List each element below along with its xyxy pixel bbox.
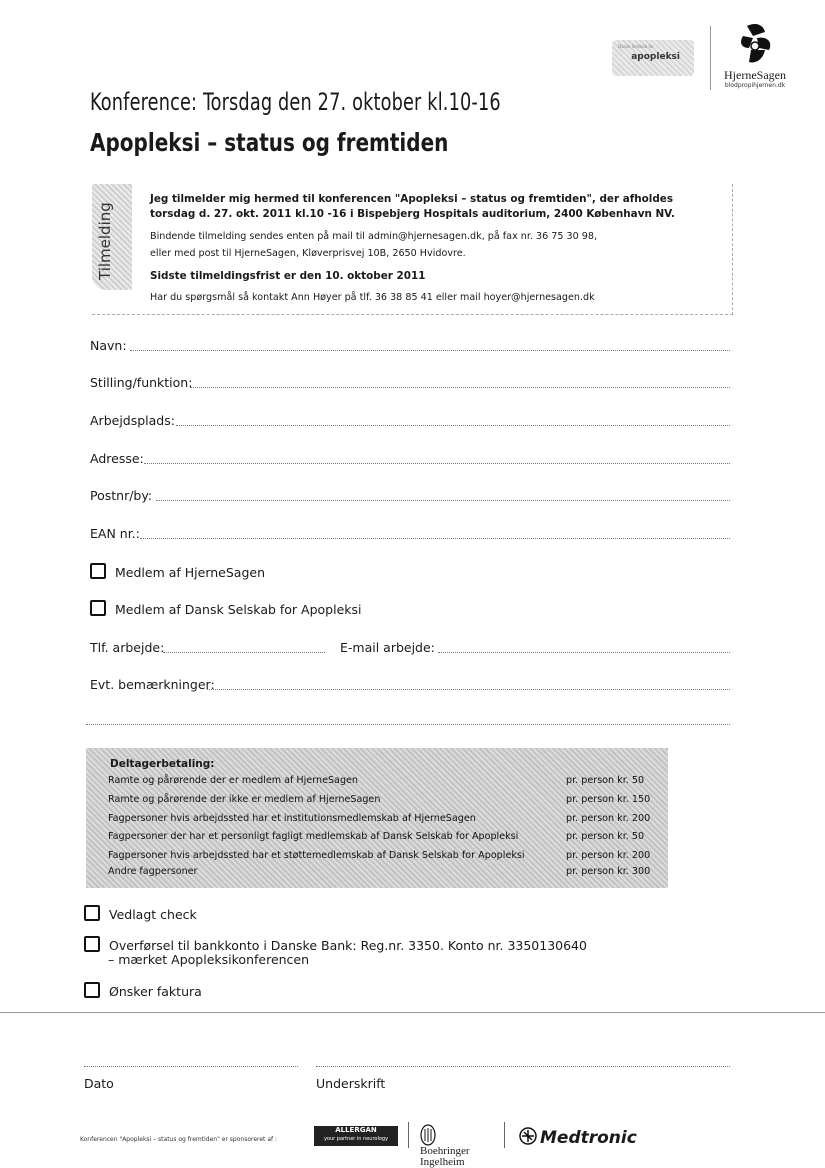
- payment-row-label: Ramte og pårørende der ikke er medlem af HjerneSagen: [108, 794, 381, 805]
- invoice-label: Ønsker faktura: [109, 984, 202, 999]
- hjernesagen-logo: [715, 22, 795, 92]
- registration-line-3: Bindende tilmelding sendes enten på mail til admin@hjernesagen.dk, på fax nr. 36 75 30 98,: [150, 231, 598, 242]
- postal-field[interactable]: [156, 500, 730, 501]
- member-hjernesagen-option[interactable]: [90, 563, 265, 580]
- boehringer-line-2: Ingelheim: [420, 1156, 465, 1168]
- boehringer-logo: [420, 1124, 469, 1168]
- name-field[interactable]: [130, 350, 730, 351]
- ean-field[interactable]: [140, 538, 730, 539]
- registration-tab-label: Tilmelding: [96, 202, 114, 280]
- medtronic-name: Medtronic: [540, 1128, 637, 1148]
- transfer-option[interactable]: [84, 936, 587, 953]
- payment-row-price: pr. person kr. 150: [566, 794, 651, 805]
- separator-line: [0, 1012, 825, 1013]
- phone-label: Tlf. arbejde:: [90, 640, 165, 655]
- payment-row-label: Ramte og pårørende der er medlem af HjerneSagen: [108, 775, 359, 786]
- ean-label: EAN nr.:: [90, 526, 140, 541]
- registration-line-4: eller med post til HjerneSagen, Kløverprisvej 10B, 2650 Hvidovre.: [150, 248, 466, 259]
- position-field[interactable]: [190, 387, 730, 388]
- allergan-logo: [314, 1126, 398, 1146]
- name-label: Navn:: [90, 338, 127, 353]
- transfer-checkbox[interactable]: [84, 936, 100, 952]
- apopleksi-logo-word: apopleksi: [631, 52, 680, 62]
- member-hjernesagen-label: Medlem af HjerneSagen: [115, 565, 265, 580]
- hjernesagen-url: blodpropihjernen.dk: [724, 82, 786, 89]
- workplace-label: Arbejdsplads:: [90, 413, 175, 428]
- conference-title: Konference: Torsdag den 27. oktober kl.10-16: [90, 88, 501, 116]
- check-option[interactable]: [84, 905, 197, 922]
- workplace-field[interactable]: [176, 425, 730, 426]
- payment-row-price: pr. person kr. 50: [566, 775, 645, 786]
- registration-deadline: Sidste tilmeldingsfrist er den 10. oktober 2011: [150, 270, 426, 282]
- boehringer-emblem-icon: [420, 1124, 436, 1146]
- payment-row-label: Fagpersoner hvis arbejdssted har et støttemedlemskab af Dansk Selskab for Apopleksi: [108, 850, 525, 861]
- member-dsa-option[interactable]: [90, 600, 362, 617]
- remarks-label: Evt. bemærkninger:: [90, 677, 215, 692]
- payment-row-price: pr. person kr. 200: [566, 813, 651, 824]
- signature-label: Underskrift: [316, 1076, 386, 1091]
- member-hjernesagen-checkbox[interactable]: [90, 563, 106, 579]
- conference-subtitle: Apopleksi – status og fremtiden: [90, 128, 449, 157]
- invoice-checkbox[interactable]: [84, 982, 100, 998]
- medtronic-emblem-icon: [518, 1126, 538, 1146]
- hjernesagen-brain-icon: [735, 22, 775, 66]
- position-label: Stilling/funktion:: [90, 375, 193, 390]
- transfer-label-line-2: – mærket Apopleksikonferencen: [108, 952, 310, 967]
- medtronic-logo: [518, 1126, 637, 1148]
- email-field[interactable]: [438, 652, 730, 653]
- address-label: Adresse:: [90, 451, 144, 466]
- registration-contact: Har du spørgsmål så kontakt Ann Høyer på tlf. 36 38 85 41 eller mail hoyer@hjernesagen.dk: [150, 292, 595, 303]
- payment-row-price: pr. person kr. 200: [566, 850, 651, 861]
- sponsor-divider: [504, 1122, 505, 1148]
- member-dsa-checkbox[interactable]: [90, 600, 106, 616]
- address-field[interactable]: [144, 463, 730, 464]
- hjernesagen-name: HjerneSagen: [724, 68, 786, 82]
- check-checkbox[interactable]: [84, 905, 100, 921]
- date-field[interactable]: [84, 1066, 298, 1067]
- member-dsa-label: Medlem af Dansk Selskab for Apopleksi: [115, 602, 362, 617]
- email-label: E-mail arbejde:: [340, 640, 435, 655]
- postal-label: Postnr/by:: [90, 488, 153, 503]
- payment-row-label: Andre fagpersoner: [108, 866, 198, 877]
- apopleksi-logo: [612, 40, 694, 76]
- allergan-tagline: your partner in neurology: [323, 1136, 389, 1142]
- signature-field[interactable]: [316, 1066, 730, 1067]
- registration-line-1: Jeg tilmelder mig hermed til konferencen "Apopleksi – status og fremtiden", der afholdes: [150, 193, 674, 205]
- invoice-option[interactable]: [84, 982, 202, 999]
- remarks-field-line-2[interactable]: [86, 724, 730, 725]
- date-label: Dato: [84, 1076, 114, 1091]
- registration-tab: [92, 184, 132, 290]
- sponsor-divider: [408, 1122, 409, 1148]
- allergan-name: ALLERGAN: [335, 1126, 377, 1134]
- phone-field[interactable]: [163, 652, 325, 653]
- boehringer-line-1: Boehringer: [420, 1145, 470, 1157]
- payment-title: Deltagerbetaling:: [110, 758, 215, 770]
- sponsor-text: Konferencen "Apopleksi – status og fremtiden" er sponsoreret af :: [80, 1136, 278, 1143]
- payment-row-label: Fagpersoner der har et personligt fagligt medlemskab af Dansk Selskab for Apopleksi: [108, 831, 519, 842]
- payment-row-price: pr. person kr. 300: [566, 866, 651, 877]
- apopleksi-logo-small-text: Dansk Selskab for: [618, 44, 654, 49]
- check-label: Vedlagt check: [109, 907, 197, 922]
- transfer-label: Overførsel til bankkonto i Danske Bank: Reg.nr. 3350. Konto nr. 3350130640: [109, 938, 587, 953]
- registration-line-2: torsdag d. 27. okt. 2011 kl.10 -16 i Bispebjerg Hospitals auditorium, 2400 København NV.: [150, 208, 675, 220]
- payment-row-price: pr. person kr. 50: [566, 831, 645, 842]
- remarks-field[interactable]: [207, 689, 730, 690]
- payment-row-label: Fagpersoner hvis arbejdssted har et institutionsmedlemskab af HjerneSagen: [108, 813, 476, 824]
- logo-divider: [710, 26, 711, 90]
